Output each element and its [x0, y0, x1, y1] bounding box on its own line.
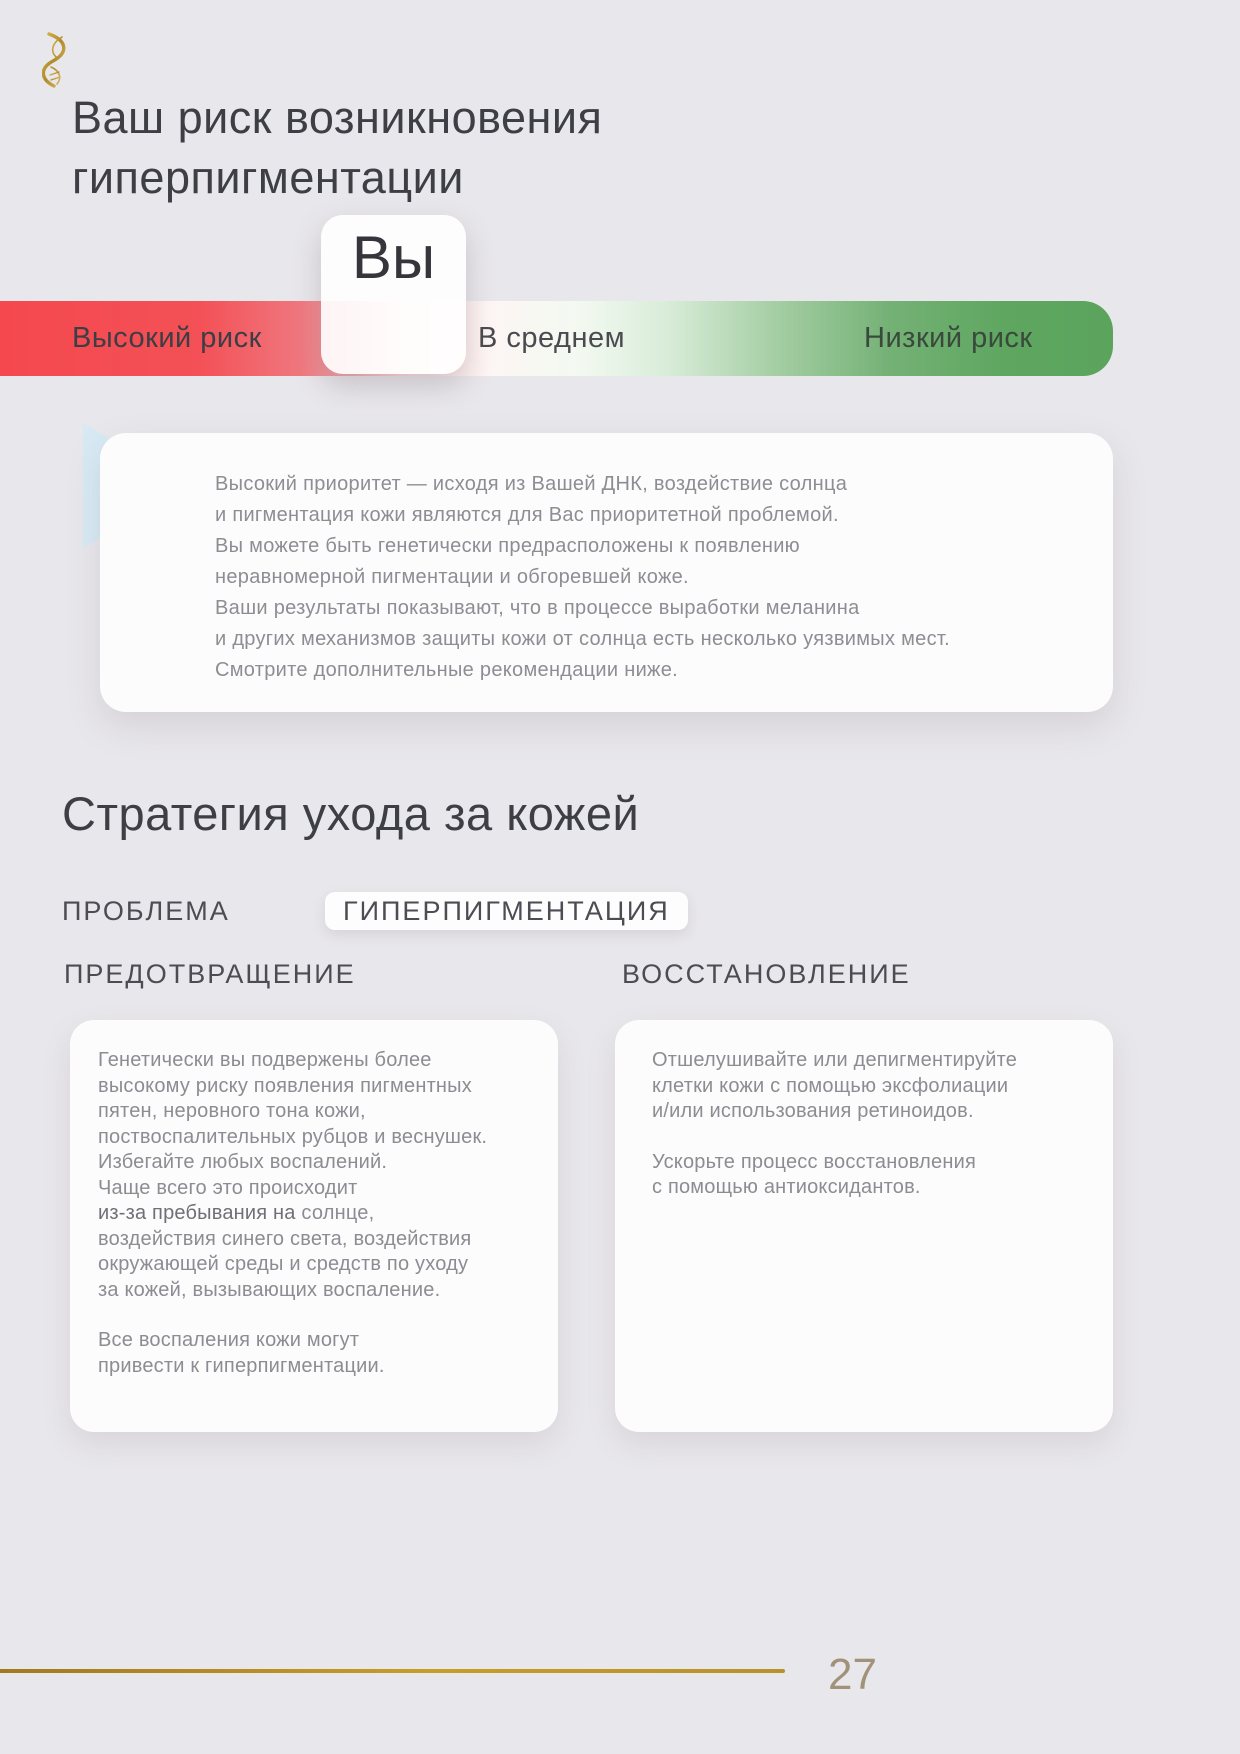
- text-line: привести к гиперпигментации.: [98, 1354, 385, 1377]
- text-line: Смотрите дополнительные рекомендации ниже.: [215, 659, 679, 681]
- priority-note-card: [100, 433, 1113, 712]
- text-line: из-за пребывания на солнце,: [98, 1202, 375, 1224]
- text-line: высокому риску появления пигментных: [98, 1074, 472, 1097]
- priority-note-text: [215, 469, 950, 686]
- text-line: с помощью антиоксидантов.: [652, 1176, 921, 1198]
- your-risk-marker-label: Вы: [351, 224, 436, 291]
- prevention-card: [70, 1020, 558, 1432]
- footer-divider-line: [0, 1669, 785, 1673]
- paragraph: [98, 1328, 542, 1379]
- your-risk-marker: [321, 215, 466, 374]
- page-title-line1: Ваш риск возникновения: [72, 92, 603, 143]
- page-title-line2: гиперпигментации: [72, 152, 464, 203]
- text-line: поствоспалительных рубцов и веснушек.: [98, 1125, 488, 1148]
- text-line: Чаще всего это происходит: [98, 1176, 358, 1199]
- text-line: неравномерной пигментации и обгоревшей коже.: [215, 566, 689, 588]
- recovery-card: [615, 1020, 1113, 1432]
- text-line: за кожей, вызывающих воспаление.: [98, 1278, 441, 1301]
- text-line: Высокий приоритет — исходя из Вашей ДНК, воздействие солнца: [215, 473, 848, 495]
- text-line: Генетически вы подвержены более: [98, 1049, 432, 1071]
- problem-value-chip: ГИПЕРПИГМЕНТАЦИЯ: [325, 892, 688, 930]
- text-line: Избегайте любых воспалений.: [98, 1151, 388, 1173]
- strategy-section-title: Стратегия ухода за кожей: [62, 787, 640, 840]
- prevention-column-heading: ПРЕДОТВРАЩЕНИЕ: [64, 959, 356, 989]
- text-line: Ускорьте процесс восстановления: [652, 1150, 977, 1173]
- page-number: 27: [828, 1650, 877, 1699]
- recovery-card-text: [652, 1048, 1097, 1201]
- risk-label-low: Низкий риск: [864, 322, 1033, 354]
- recovery-column-heading: ВОССТАНОВЛЕНИЕ: [622, 959, 911, 989]
- risk-label-medium: В среднем: [478, 322, 626, 354]
- text-line: и/или использования ретиноидов.: [652, 1100, 974, 1122]
- prevention-card-text: [98, 1048, 542, 1379]
- text-line: пятен, неровного тона кожи,: [98, 1100, 366, 1122]
- paragraph: [98, 1048, 542, 1303]
- text-line: Вы можете быть генетически предрасположены к появлению: [215, 535, 800, 557]
- text-line: клетки кожи с помощью эксфолиации: [652, 1074, 1009, 1097]
- paragraph: [652, 1048, 1097, 1125]
- problem-label: ПРОБЛЕМА: [62, 896, 230, 926]
- risk-label-high: Высокий риск: [72, 322, 262, 354]
- dna-logo-icon: [42, 31, 72, 89]
- text-line: и пигментация кожи являются для Вас приоритетной проблемой.: [215, 504, 839, 526]
- paragraph: [652, 1150, 1097, 1201]
- text-line: Ваши результаты показывают, что в процессе выработки меланина: [215, 597, 860, 619]
- text-line: Отшелушивайте или депигментируйте: [652, 1049, 1018, 1071]
- page-title: [72, 88, 602, 208]
- text-line: Все воспаления кожи могут: [98, 1329, 360, 1351]
- text-line: окружающей среды и средств по уходу: [98, 1253, 469, 1275]
- text-line: и других механизмов защиты кожи от солнца есть несколько уязвимых мест.: [215, 628, 951, 650]
- text-line: воздействия синего света, воздействия: [98, 1227, 472, 1250]
